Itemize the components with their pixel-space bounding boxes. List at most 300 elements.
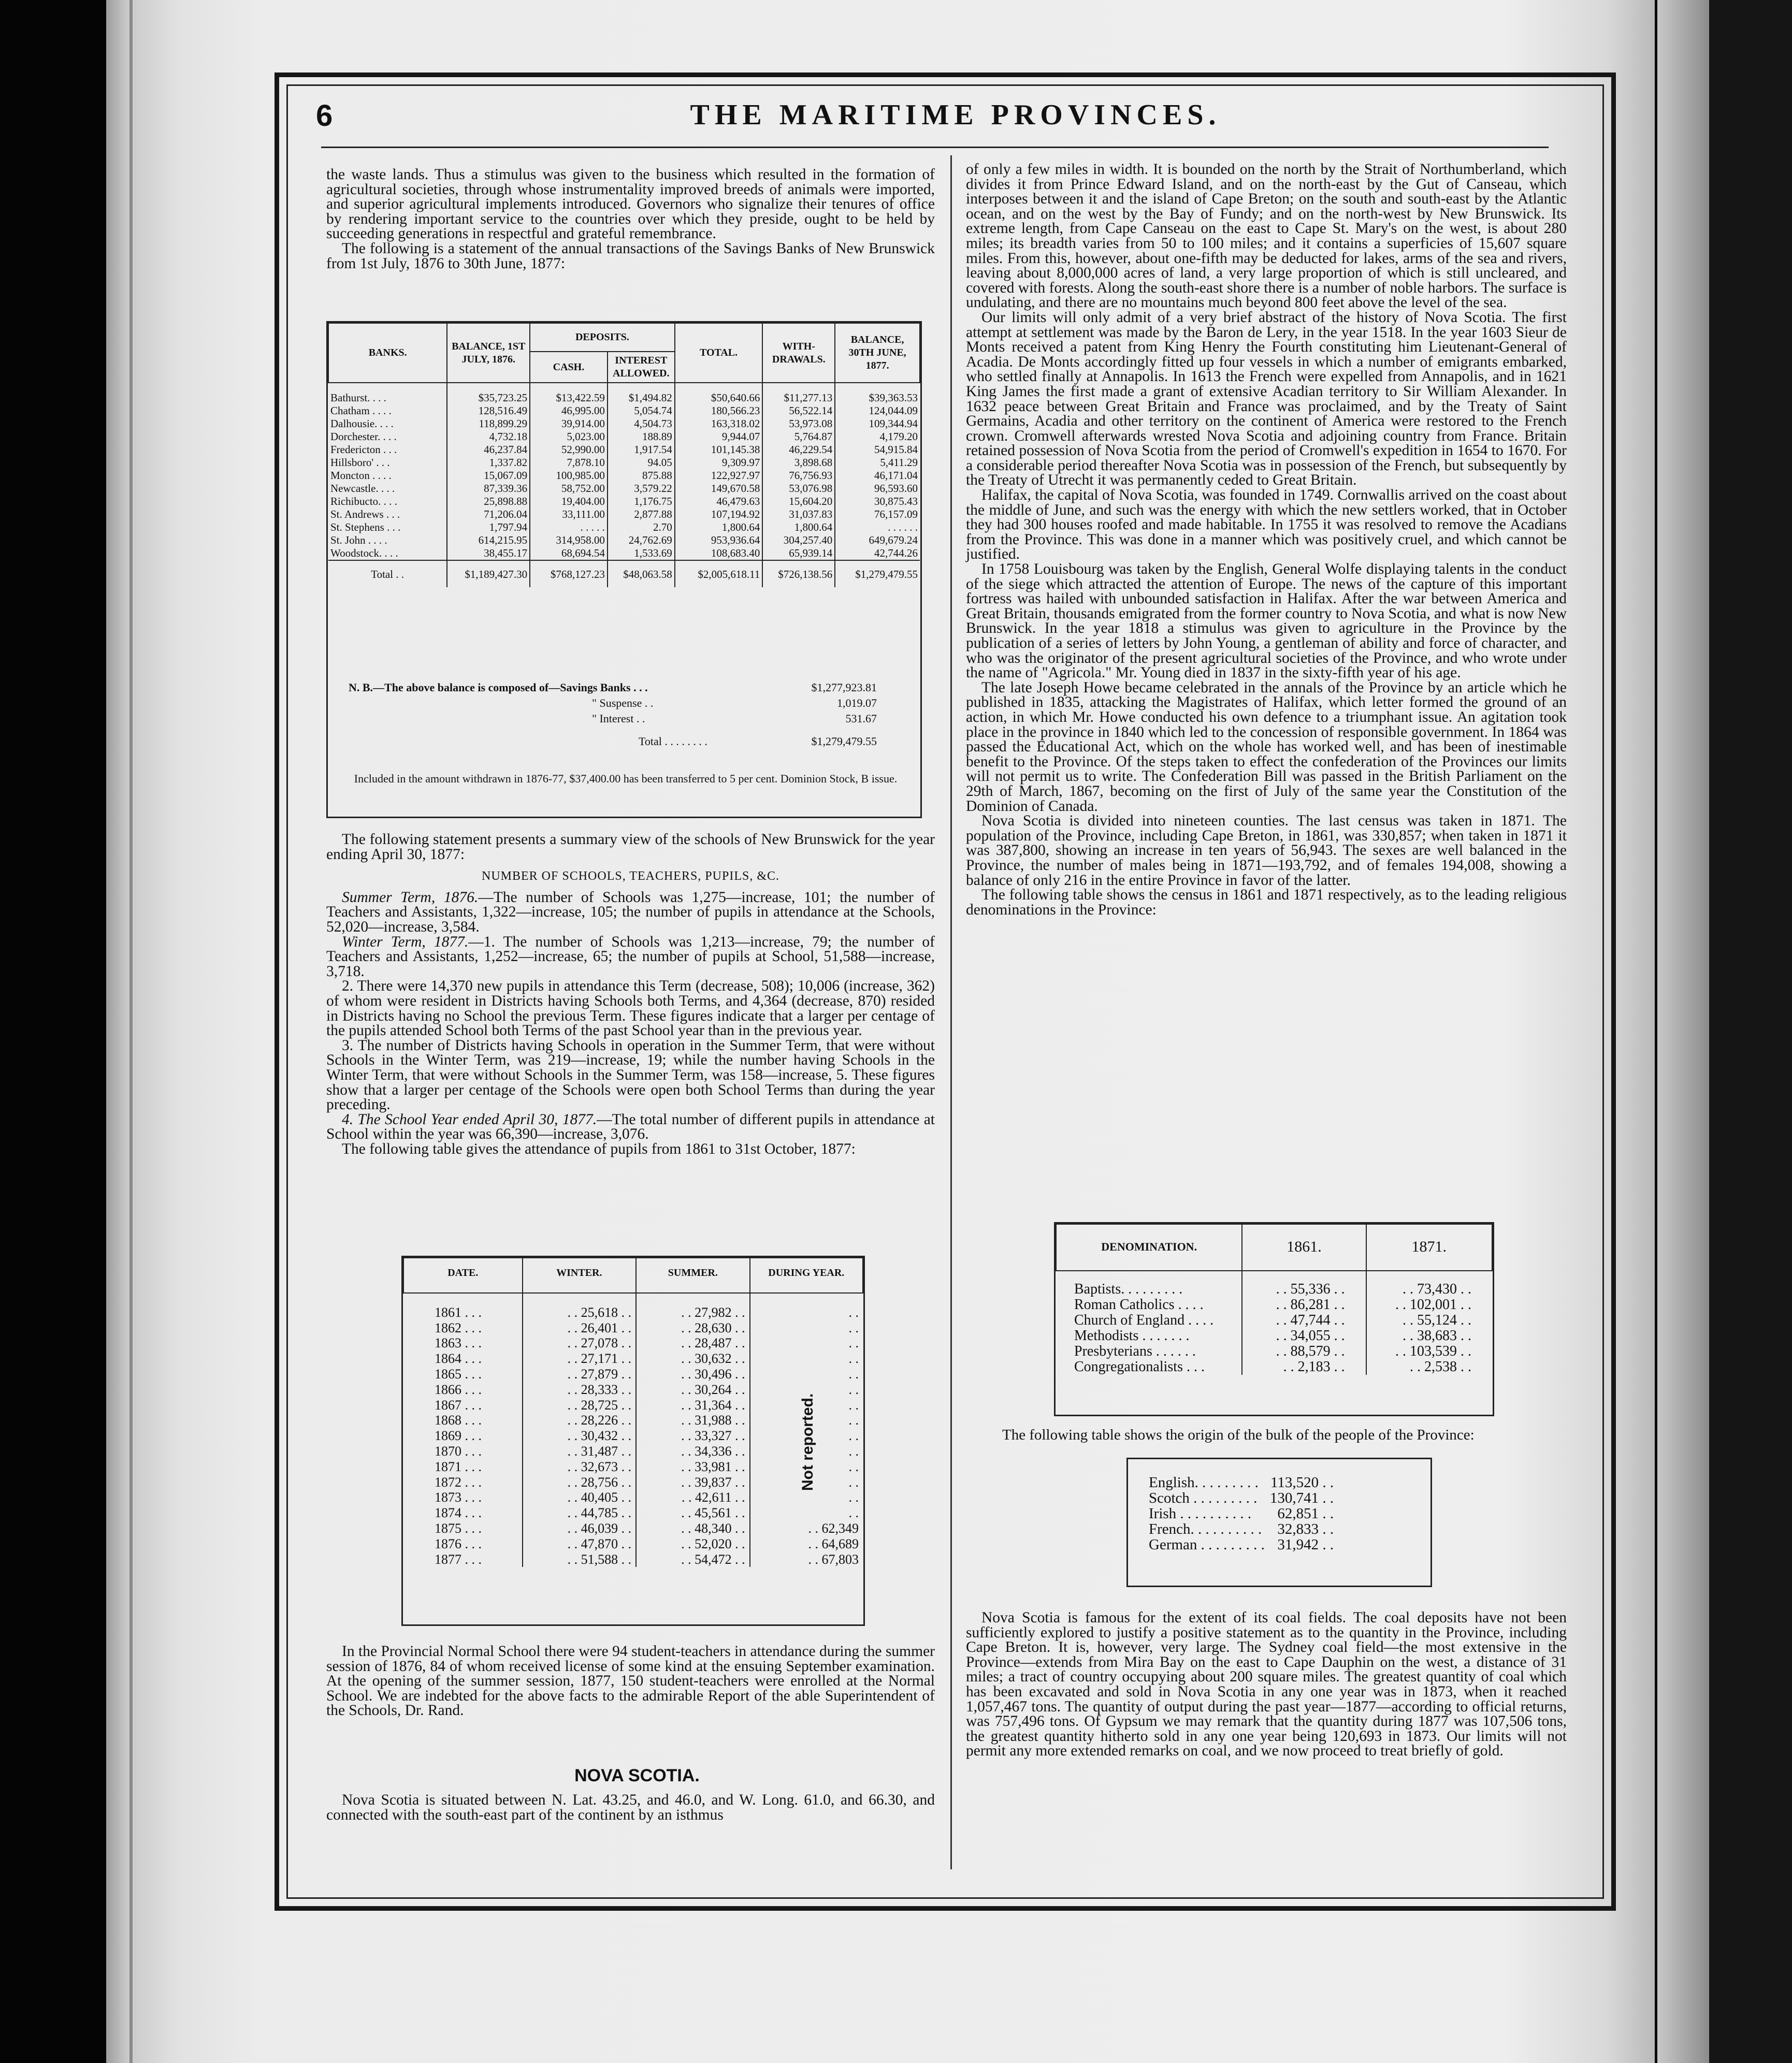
halifax-paragraph: Halifax, the capital of Nova Scotia, was founded in 1749. Cornwallis arrived on the coast about the middle of June, and such was the energy with which the new settlers worked, that in October they had 300 houses roofed and made habitable. In 1755 it was resolved to remove the Acadians from the Province. This was done in a manner which was positively cruel, and which cannot be justified. (966, 487, 1567, 563)
table-cell: . . 88,579 . . (1242, 1344, 1366, 1359)
table-cell: . . 55,124 . . (1366, 1313, 1492, 1328)
table-cell: 1,797.94 (447, 521, 530, 534)
table-cell: 39,914.00 (530, 417, 608, 430)
note-line: " Interest . . (592, 712, 645, 725)
schools-intro: The following statement presents a summary view of the schools of New Brunswick for the year ending April 30, 1877: (326, 831, 935, 863)
coal-section (966, 1610, 1567, 1759)
table-row (403, 1382, 863, 1398)
savings-bank-table-box (326, 321, 922, 818)
table-cell: 56,522.14 (762, 404, 835, 417)
table-row (403, 1413, 863, 1428)
table-cell: . . . . . (530, 521, 608, 534)
table-row (328, 482, 920, 495)
not-reported-label (798, 1383, 818, 1502)
table-cell: . . (750, 1335, 863, 1351)
table-cell: . . 32,673 . . (523, 1459, 637, 1475)
table-cell: 1873 . . . (435, 1490, 482, 1505)
page-number: 6 (316, 99, 333, 133)
table-cell: . . 86,281 . . (1242, 1297, 1366, 1313)
table-row (328, 495, 920, 508)
table-cell: 5,411.29 (835, 456, 920, 469)
table-cell: 1871 . . . (435, 1459, 482, 1474)
table-cell: $48,063.58 (608, 560, 675, 587)
table-cell: . . 26,401 . . (523, 1320, 637, 1336)
table-cell: 3,579.22 (608, 482, 675, 495)
table-cell: Hillsboro' . . . (330, 456, 390, 469)
table-cell: 1867 . . . (435, 1397, 482, 1413)
attendance-table-box (401, 1256, 865, 1626)
table-cell: Chatham . . . . (330, 404, 392, 417)
table-cell: . . (750, 1382, 863, 1398)
table-cell: . . 54,472 . . (636, 1552, 750, 1567)
table-cell: St. Stephens . . . (330, 521, 401, 533)
table-cell: 124,044.09 (835, 404, 920, 417)
point-4-label: 4. The School Year ended April 30, 1877. (342, 1111, 597, 1128)
table-cell: $2,005,618.11 (675, 560, 763, 587)
bank-footnote: Included in the amount withdrawn in 1876-77, $37,400.00 has been transferred to 5 per cent. Dominion Stock, B issue. (354, 772, 898, 785)
table-cell: . . 40,405 . . (523, 1490, 637, 1505)
table-cell: 113,520 . . (1270, 1474, 1334, 1491)
table-row (328, 430, 920, 443)
table-cell: 1,176.75 (608, 495, 675, 508)
table-cell: 9,309.97 (675, 456, 763, 469)
table-cell: 149,670.58 (675, 482, 763, 495)
table-cell: . . . . . . (835, 521, 920, 534)
table-cell: . . (750, 1351, 863, 1367)
header-cash: CASH. (530, 352, 608, 383)
table-cell: 107,194.92 (675, 508, 763, 521)
table-cell: . . 28,226 . . (523, 1413, 637, 1428)
table-row (403, 1552, 863, 1567)
table-cell: . . 46,039 . . (523, 1521, 637, 1536)
page-title: THE MARITIME PROVINCES. (690, 99, 1221, 131)
table-cell: . . 31,988 . . (636, 1413, 750, 1428)
table-cell: 1862 . . . (435, 1320, 482, 1335)
schools-section (326, 832, 935, 1156)
note-value: 1,019.07 (837, 696, 877, 709)
table-row (403, 1398, 863, 1413)
table-cell: . . 2,183 . . (1242, 1359, 1366, 1375)
table-cell: . . (750, 1490, 863, 1505)
table-cell: 1870 . . . (435, 1443, 482, 1459)
table-cell: 19,404.00 (530, 495, 608, 508)
table-row (328, 456, 920, 469)
table-row (1056, 1313, 1492, 1328)
table-cell: 15,604.20 (762, 495, 835, 508)
table-cell: 32,833 . . (1277, 1521, 1334, 1537)
table-cell: 2,877.88 (608, 508, 675, 521)
table-cell: . . (750, 1459, 863, 1475)
savings-bank-table (328, 323, 920, 587)
table-cell: . . 28,487 . . (636, 1335, 750, 1351)
table-cell: 953,936.64 (675, 534, 763, 547)
note-value: $1,277,923.81 (811, 681, 877, 694)
table-cell: 2.70 (608, 521, 675, 534)
table-cell: 1874 . . . (435, 1505, 482, 1521)
table-cell: 118,899.29 (447, 417, 530, 430)
note-line: Total . . . . . . . . (639, 735, 707, 748)
table-cell: . . 33,981 . . (636, 1459, 750, 1475)
table-cell: 314,958.00 (530, 534, 608, 547)
coal-paragraph: Nova Scotia is famous for the extent of its coal fields. The coal deposits have not been sufficiently explored to justify a positive statement as to the quantity in the Province, including Cape Breton. It is, however, very large. The Sydney coal field—the most extensive in the Province—extends from Mira Bay on the east to Cape Dauphin on the west, a distance of 31 miles; a tract of country occupying about 200 square miles. The greatest quantity of coal which has been excavated and sold in Nova Scotia in any one year was in 1873, when it reached 1,057,467 tons. The quantity of output during the past year—1877—according to official returns, was 757,496 tons. Of Gypsum we may remark that the quantity during 1877 was 107,506 tons, the greatest quantity hitherto sold in any one year being 120,693 in 1873. Our limits will not permit any more extended remarks on coal, and we now proceed to treat briefly of gold. (966, 1609, 1567, 1760)
table-cell: 1876 . . . (435, 1536, 482, 1551)
table-row (403, 1367, 863, 1382)
table-cell: . . (750, 1413, 863, 1428)
table-cell: 71,206.04 (447, 508, 530, 521)
header-rule (321, 147, 1549, 148)
scan-fold-line (129, 0, 133, 2063)
table-cell: Total . . (328, 560, 447, 587)
scan-right-border (1709, 0, 1792, 2063)
table-row (1056, 1344, 1492, 1359)
nova-scotia-heading: NOVA SCOTIA. (574, 1766, 700, 1785)
table-cell: 1872 . . . (435, 1474, 482, 1490)
table-cell: 109,344.94 (835, 417, 920, 430)
table-row (328, 534, 920, 547)
nova-intro-section (326, 1793, 935, 1822)
table-cell: . . 52,020 . . (636, 1536, 750, 1552)
table-cell: 1,800.64 (762, 521, 835, 534)
denomination-table (1056, 1224, 1493, 1375)
table-cell: 4,504.73 (608, 417, 675, 430)
normal-school-paragraph: In the Provincial Normal School there were 94 student-teachers in attendance during the summer session of 1876, 84 of whom received license of some kind at the ensuing September examination. At the opening of the summer session, 1877, 150 student-teachers were enrolled at the Normal School. We are indebted for the above facts to the admirable Report of the able Superintendent of the Schools, Dr. Rand. (326, 1643, 935, 1719)
table-cell: 163,318.02 (675, 417, 763, 430)
table-cell: . . 28,725 . . (523, 1398, 637, 1413)
summer-term-label: Summer Term, 1876. (342, 889, 479, 906)
table-row (1056, 1271, 1492, 1297)
table-cell: Baptists. . . . . . . . . (1074, 1281, 1183, 1297)
table-cell: 46,479.63 (675, 495, 763, 508)
header-1861: 1861. (1242, 1224, 1366, 1271)
table-cell: . . 64,689 (750, 1536, 863, 1552)
table-cell: . . 47,870 . . (523, 1536, 637, 1552)
table-cell: . . 30,264 . . (636, 1382, 750, 1398)
table-cell: Fredericton . . . (330, 443, 397, 456)
note-line: " Suspense . . (592, 696, 654, 709)
table-row (328, 521, 920, 534)
table-row (328, 383, 920, 404)
table-cell: 130,741 . . (1269, 1490, 1334, 1506)
table-cell: 42,744.26 (835, 547, 920, 560)
table-row (403, 1320, 863, 1336)
table-row (1056, 1359, 1492, 1375)
table-cell: Roman Catholics . . . . (1074, 1297, 1204, 1313)
table-cell: . . 38,683 . . (1366, 1328, 1492, 1344)
denomination-intro: The following table shows the census in 1861 and 1871 respectively, as to the leading religious denominations in the Province: (966, 887, 1567, 918)
table-cell: 76,157.09 (835, 508, 920, 521)
intro-paragraph: the waste lands. Thus a stimulus was given to the business which resulted in the formation of agricultural societies, through whose instrumentality improved breeds of animals were imported, and superior agricultural implements introduced. Governors who signalize their tenures of office by rendering important service to the countries over which they preside, ought to be held by succeeding generations in respectful and grateful remembrance. (326, 166, 935, 242)
table-cell: . . 34,055 . . (1242, 1328, 1366, 1344)
origin-intro: The following table shows the origin of the bulk of the people of the Province: (1002, 1427, 1475, 1443)
table-row (328, 443, 920, 456)
table-cell: Richibucto. . . . (330, 495, 397, 507)
origin-table (1149, 1475, 1334, 1552)
table-cell: St. John . . . . (330, 534, 387, 546)
table-cell: . . (750, 1505, 863, 1521)
header-1871: 1871. (1366, 1224, 1492, 1271)
table-cell: . . (750, 1367, 863, 1382)
table-row (1056, 1297, 1492, 1313)
table-cell: . . 27,078 . . (523, 1335, 637, 1351)
table-cell: $726,138.56 (762, 560, 835, 587)
table-cell: $1,189,427.30 (447, 560, 530, 587)
table-cell: 87,339.36 (447, 482, 530, 495)
header-interest: INTEREST ALLOWED. (608, 352, 675, 383)
howe-paragraph: The late Joseph Howe became celebrated in the annals of the Province by an article which he published in 1835, attacking the Magistrates of Halifax, which letter formed the ground of an action, in which Mr. Howe conducted his own defence to a triumphant issue. An agitation took place in the province in 1840 which led to the concession of responsible government. In 1864 was passed the Educational Act, which on the whole has worked well, and has been of inestimable benefit to the Province. Of the steps taken to effect the confederation of the Provinces our limits will not permit us to write. The Confederation Bill was passed in the British Parliament on the 29th of March, 1867, becoming on the first of July of the same year the Constitution of the Dominion of Canada. (966, 679, 1567, 815)
table-cell: St. Andrews . . . (330, 508, 400, 520)
table-row (328, 469, 920, 482)
table-cell: 38,455.17 (447, 547, 530, 560)
table-cell: . . 30,496 . . (636, 1367, 750, 1382)
table-cell: . . 103,539 . . (1366, 1344, 1492, 1359)
table-cell: 30,875.43 (835, 495, 920, 508)
table-cell: . . 44,785 . . (523, 1505, 637, 1521)
table-cell: 15,067.09 (447, 469, 530, 482)
total-row (328, 560, 920, 587)
table-cell: 5,023.00 (530, 430, 608, 443)
schools-heading: NUMBER OF SCHOOLS, TEACHERS, PUPILS, &C. (482, 869, 779, 883)
table-row (328, 417, 920, 430)
table-cell: . . 73,430 . . (1366, 1271, 1492, 1297)
geography-paragraph: of only a few miles in width. It is bounded on the north by the Strait of Northumberland, which divides it from Prince Edward Island, and on the north-east by the Gut of Canseau, which interposes between it and the island of Cape Breton; on the south and south-east by the Atlantic ocean, and on the west by the Bay of Fundy; and on the north-west by New Brunswick. Its extreme length, from Cape Canseau on the east to Cape St. Mary's on the west, is about 280 miles; its breadth varies from 50 to 100 miles; and it contains a superficies of 15,607 square miles. From this, however, about one-fifth may be deducted for lakes, arms of the sea and rivers, leaving about 8,000,000 acres of land, a very large proportion of which is still uncleared, and covered with forests. Along the south-east shore there is a number of noble harbors. The surface is undulating, and there are no mountains much beyond 800 feet above the level of the sea. (966, 161, 1567, 311)
table-cell: . . 48,340 . . (636, 1521, 750, 1536)
table-row (1149, 1490, 1334, 1506)
table-cell: . . 2,538 . . (1366, 1359, 1492, 1375)
census-paragraph: Nova Scotia is divided into nineteen counties. The last census was taken in 1871. The population of the Province, including Cape Breton, in 1861, was 330,857; when taken in 1871 it was 387,800, showing an increase in ten years of 56,943. The sexes are well balanced in the Province, the number of males being in 1871—193,792, and of females 194,008, showing a balance of only 216 in the entire Province in favor of the latter. (966, 812, 1567, 889)
table-cell: . . 51,588 . . (523, 1552, 637, 1567)
table-cell: Newcastle. . . . (330, 482, 395, 495)
attendance-table (403, 1257, 863, 1567)
point-3: 3. The number of Districts having Schools in operation in the Summer Term, that were without Schools in the Winter Term, was 219—increase, 19; while the number having Schools in the Winter Term, that were without Schools in the Summer Term, was 158—increase, 5. These figures show that a larger per centage of the Schools were open both School Terms than during the year preceding. (326, 1037, 935, 1113)
table-row (403, 1428, 863, 1444)
table-cell: . . 30,632 . . (636, 1351, 750, 1367)
table-cell: Dorchester. . . . (330, 430, 397, 443)
table-cell: 58,752.00 (530, 482, 608, 495)
table-cell: 108,683.40 (675, 547, 763, 560)
table-cell: $1,494.82 (608, 383, 675, 404)
louisbourg-paragraph: In 1758 Louisbourg was taken by the English, General Wolfe displaying talents in the conduct of the siege which attracted the attention of Europe. The news of the capture of this important fortress was hailed with unbounded satisfaction in Halifax. After the war between America and Great Britain, thousands emigrated from the former country to Nova Scotia, and what is now New Brunswick. In the year 1818 a stimulus was given to agriculture in the Province by the publication of a series of letters by John Young, a gentleman of ability and force of character, and who was the originator of the present agricultural societies of the Province, and who wrote under the name of "Agricola." Mr. Young died in 1837 in the sixty-fifth year of his age. (966, 561, 1567, 681)
table-cell: 1861 . . . (435, 1304, 482, 1320)
table-cell: English. . . . . . . . . (1149, 1474, 1259, 1491)
table-row (1149, 1475, 1334, 1490)
table-cell: 1863 . . . (435, 1335, 482, 1351)
table-cell: . . (750, 1293, 863, 1320)
table-cell: . . 27,879 . . (523, 1367, 637, 1382)
table-cell: Bathurst. . . . (330, 391, 386, 404)
table-cell: 46,995.00 (530, 404, 608, 417)
table-cell: . . 62,349 (750, 1521, 863, 1536)
table-cell: 1865 . . . (435, 1366, 482, 1382)
header-balance-1877: BALANCE, 30TH JUNE, 1877. (835, 323, 920, 383)
table-cell: $35,723.25 (447, 383, 530, 404)
table-cell: 24,762.69 (608, 534, 675, 547)
table-cell: 100,985.00 (530, 469, 608, 482)
table-row (403, 1335, 863, 1351)
table-cell: 1866 . . . (435, 1382, 482, 1397)
header-denomination: DENOMINATION. (1056, 1224, 1242, 1271)
savings-intro: The following is a statement of the annual transactions of the Savings Banks of New Brunswick from 1st July, 1876 to 30th June, 1877: (326, 240, 935, 272)
history-paragraph: Our limits will only admit of a very brief abstract of the history of Nova Scotia. The first attempt at settlement was made by the Baron de Lery, in the year 1518. In the year 1603 Sieur de Monts received a patent from King Henry the Fourth constituting him Lieutenant-General of Acadia. De Monts accordingly fitted up four vessels in which a number of emigrants embarked, who settled finally at Annapolis. In 1613 the French were expelled from Annapolis, and in 1621 King James the first made a grant of extensive Acadian territory to Sir William Alexander. In 1632 peace between Great Britain and France was proclaimed, and by the Treaty of Saint Germains, Acadia and other territory on the continent of America were restored to the French crown. Cromwell afterwards wrested Nova Scotia and adjoining country from France. Britain retained possession of Nova Scotia from the period of Cromwell's expedition in 1654 to 1670. For a considerable period thereafter Nova Scotia was in possession of the French, but subsequently by the Treaty of Utrecht it was permanently ceded to Great Britain. (966, 309, 1567, 489)
table-row (1149, 1506, 1334, 1521)
table-cell: 94.05 (608, 456, 675, 469)
header-winter: WINTER. (523, 1258, 637, 1293)
table-cell: Moncton . . . . (330, 469, 392, 482)
nova-intro-paragraph: Nova Scotia is situated between N. Lat. 43.25, and 46.0, and W. Long. 61.0, and 66.30, and connected with the south-east part of the continent by an isthmus (326, 1792, 935, 1823)
note-line: N. B.—The above balance is composed of—Savings Banks . . . (349, 681, 648, 694)
table-cell: Methodists . . . . . . . (1074, 1328, 1190, 1344)
table-cell: 122,927.97 (675, 469, 763, 482)
table-row (328, 404, 920, 417)
table-cell: . . 31,364 . . (636, 1398, 750, 1413)
table-cell: . . 67,803 (750, 1552, 863, 1567)
table-row (403, 1351, 863, 1367)
table-cell: 875.88 (608, 469, 675, 482)
table-cell: $11,277.13 (762, 383, 835, 404)
table-cell: . . 39,837 . . (636, 1475, 750, 1490)
point-2: 2. There were 14,370 new pupils in attendance this Term (decrease, 508); 10,006 (increase, 362) of whom were resident in Districts having Schools both Terms, and 4,364 (decrease, 870) resided in Districts having no School the previous Term. These figures indicate that a larger per centage of the pupils attended School both Terms of the past School year than in the previous year. (326, 978, 935, 1039)
table-row (403, 1459, 863, 1475)
left-intro-text (326, 167, 935, 271)
table-cell: Church of England . . . . (1074, 1312, 1214, 1328)
table-cell: $1,279,479.55 (835, 560, 920, 587)
table-cell: 96,593.60 (835, 482, 920, 495)
table-cell: 188.89 (608, 430, 675, 443)
table-cell: 31,942 . . (1277, 1536, 1334, 1553)
table-cell: . . (750, 1475, 863, 1490)
table-cell: 128,516.49 (447, 404, 530, 417)
table-row (328, 508, 920, 521)
bank-note (349, 680, 898, 749)
table-cell: French. . . . . . . . . . (1149, 1521, 1262, 1537)
table-cell: $39,363.53 (835, 383, 920, 404)
attendance-intro: The following table gives the attendance of pupils from 1861 to 31st October, 1877: (342, 1140, 856, 1157)
winter-term-text: —1. The number of Schools was 1,213—increase, 79; the number of Teachers and Assistants, 1,252—increase, 65; the number of pupils at School, 51,588—increase, 3,718. (326, 933, 935, 980)
table-cell: 5,054.74 (608, 404, 675, 417)
table-cell: 4,732.18 (447, 430, 530, 443)
table-row (1149, 1521, 1334, 1537)
table-cell: 1877 . . . (435, 1551, 482, 1567)
summer-term-text: —The number of Schools was 1,275—increase, 101; the number of Teachers and Assistants, 1,322—increase, 105; the number of pupils in attendance at the Schools, 52,020—increase, 3,584. (326, 889, 935, 935)
table-cell: . . 28,630 . . (636, 1320, 750, 1336)
header-during-year: DURING YEAR. (750, 1258, 863, 1293)
header-date: DATE. (403, 1258, 523, 1293)
table-cell: 31,037.83 (762, 508, 835, 521)
table-cell: . . 27,982 . . (636, 1293, 750, 1320)
right-history-text (966, 162, 1567, 917)
table-cell: 46,171.04 (835, 469, 920, 482)
table-row (403, 1505, 863, 1521)
not-reported-text: Not reported. (799, 1393, 816, 1491)
table-cell: . . 30,432 . . (523, 1428, 637, 1444)
table-row (403, 1490, 863, 1505)
table-cell: Presbyterians . . . . . . (1074, 1343, 1196, 1359)
table-cell: . . 102,001 . . (1366, 1297, 1492, 1313)
table-row (403, 1293, 863, 1320)
table-cell: 62,851 . . (1277, 1505, 1334, 1522)
table-cell: . . 31,487 . . (523, 1444, 637, 1459)
table-cell: 614,215.95 (447, 534, 530, 547)
column-divider (950, 155, 952, 1869)
table-cell: . . 28,333 . . (523, 1382, 637, 1398)
table-cell: . . (750, 1398, 863, 1413)
table-cell: 1,533.69 (608, 547, 675, 560)
table-cell: 54,915.84 (835, 443, 920, 456)
table-cell: 1875 . . . (435, 1520, 482, 1536)
table-row (1056, 1328, 1492, 1344)
table-cell: 52,990.00 (530, 443, 608, 456)
denomination-table-box (1054, 1222, 1494, 1416)
table-cell: . . (750, 1428, 863, 1444)
table-cell: . . 55,336 . . (1242, 1271, 1366, 1297)
table-cell: . . 34,336 . . (636, 1444, 750, 1459)
note-value: 531.67 (845, 712, 877, 725)
scan-left-border (0, 0, 106, 2063)
table-cell: Scotch . . . . . . . . . (1149, 1490, 1258, 1506)
table-row (1149, 1537, 1334, 1552)
note-value: $1,279,479.55 (811, 735, 877, 748)
winter-term-label: Winter Term, 1877. (342, 933, 469, 950)
table-cell: 7,878.10 (530, 456, 608, 469)
table-row (403, 1444, 863, 1459)
table-row (403, 1475, 863, 1490)
scan-right-shadow (1657, 0, 1709, 2063)
table-cell: . . 47,744 . . (1242, 1313, 1366, 1328)
table-cell: 4,179.20 (835, 430, 920, 443)
table-cell: 1,917.54 (608, 443, 675, 456)
table-row (328, 547, 920, 560)
table-cell: Irish . . . . . . . . . . (1149, 1505, 1252, 1522)
table-cell: . . 45,561 . . (636, 1505, 750, 1521)
table-cell: . . 25,618 . . (523, 1293, 637, 1320)
table-cell: $768,127.23 (530, 560, 608, 587)
table-cell: 25,898.88 (447, 495, 530, 508)
table-cell: $13,422.59 (530, 383, 608, 404)
table-cell: German . . . . . . . . . (1149, 1536, 1265, 1553)
table-row (403, 1521, 863, 1536)
table-cell: 65,939.14 (762, 547, 835, 560)
table-cell: 46,229.54 (762, 443, 835, 456)
table-cell: 46,237.84 (447, 443, 530, 456)
table-cell: 33,111.00 (530, 508, 608, 521)
origin-table-box (1126, 1458, 1432, 1587)
table-cell: . . 28,756 . . (523, 1475, 637, 1490)
table-cell: Congregationalists . . . (1074, 1359, 1205, 1375)
header-total: TOTAL. (675, 323, 763, 383)
table-cell: 649,679.24 (835, 534, 920, 547)
header-balance-1876: BALANCE, 1ST JULY, 1876. (447, 323, 530, 383)
header-banks: BANKS. (328, 323, 447, 383)
table-cell: 53,076.98 (762, 482, 835, 495)
table-cell: 304,257.40 (762, 534, 835, 547)
header-deposits: DEPOSITS. (530, 323, 675, 352)
table-cell: 1,800.64 (675, 521, 763, 534)
table-cell: 9,944.07 (675, 430, 763, 443)
table-cell: $50,640.66 (675, 383, 763, 404)
table-cell: Woodstock. . . . (330, 547, 398, 559)
table-cell: 53,973.08 (762, 417, 835, 430)
table-cell: 1,337.82 (447, 456, 530, 469)
table-cell: 76,756.93 (762, 469, 835, 482)
table-cell: . . (750, 1320, 863, 1336)
table-cell: . . 27,171 . . (523, 1351, 637, 1367)
table-cell: . . 33,327 . . (636, 1428, 750, 1444)
table-row (403, 1536, 863, 1552)
table-cell: 180,566.23 (675, 404, 763, 417)
header-withdrawals: WITH-DRAWALS. (762, 323, 835, 383)
table-cell: 68,694.54 (530, 547, 608, 560)
table-cell: 5,764.87 (762, 430, 835, 443)
table-cell: 3,898.68 (762, 456, 835, 469)
